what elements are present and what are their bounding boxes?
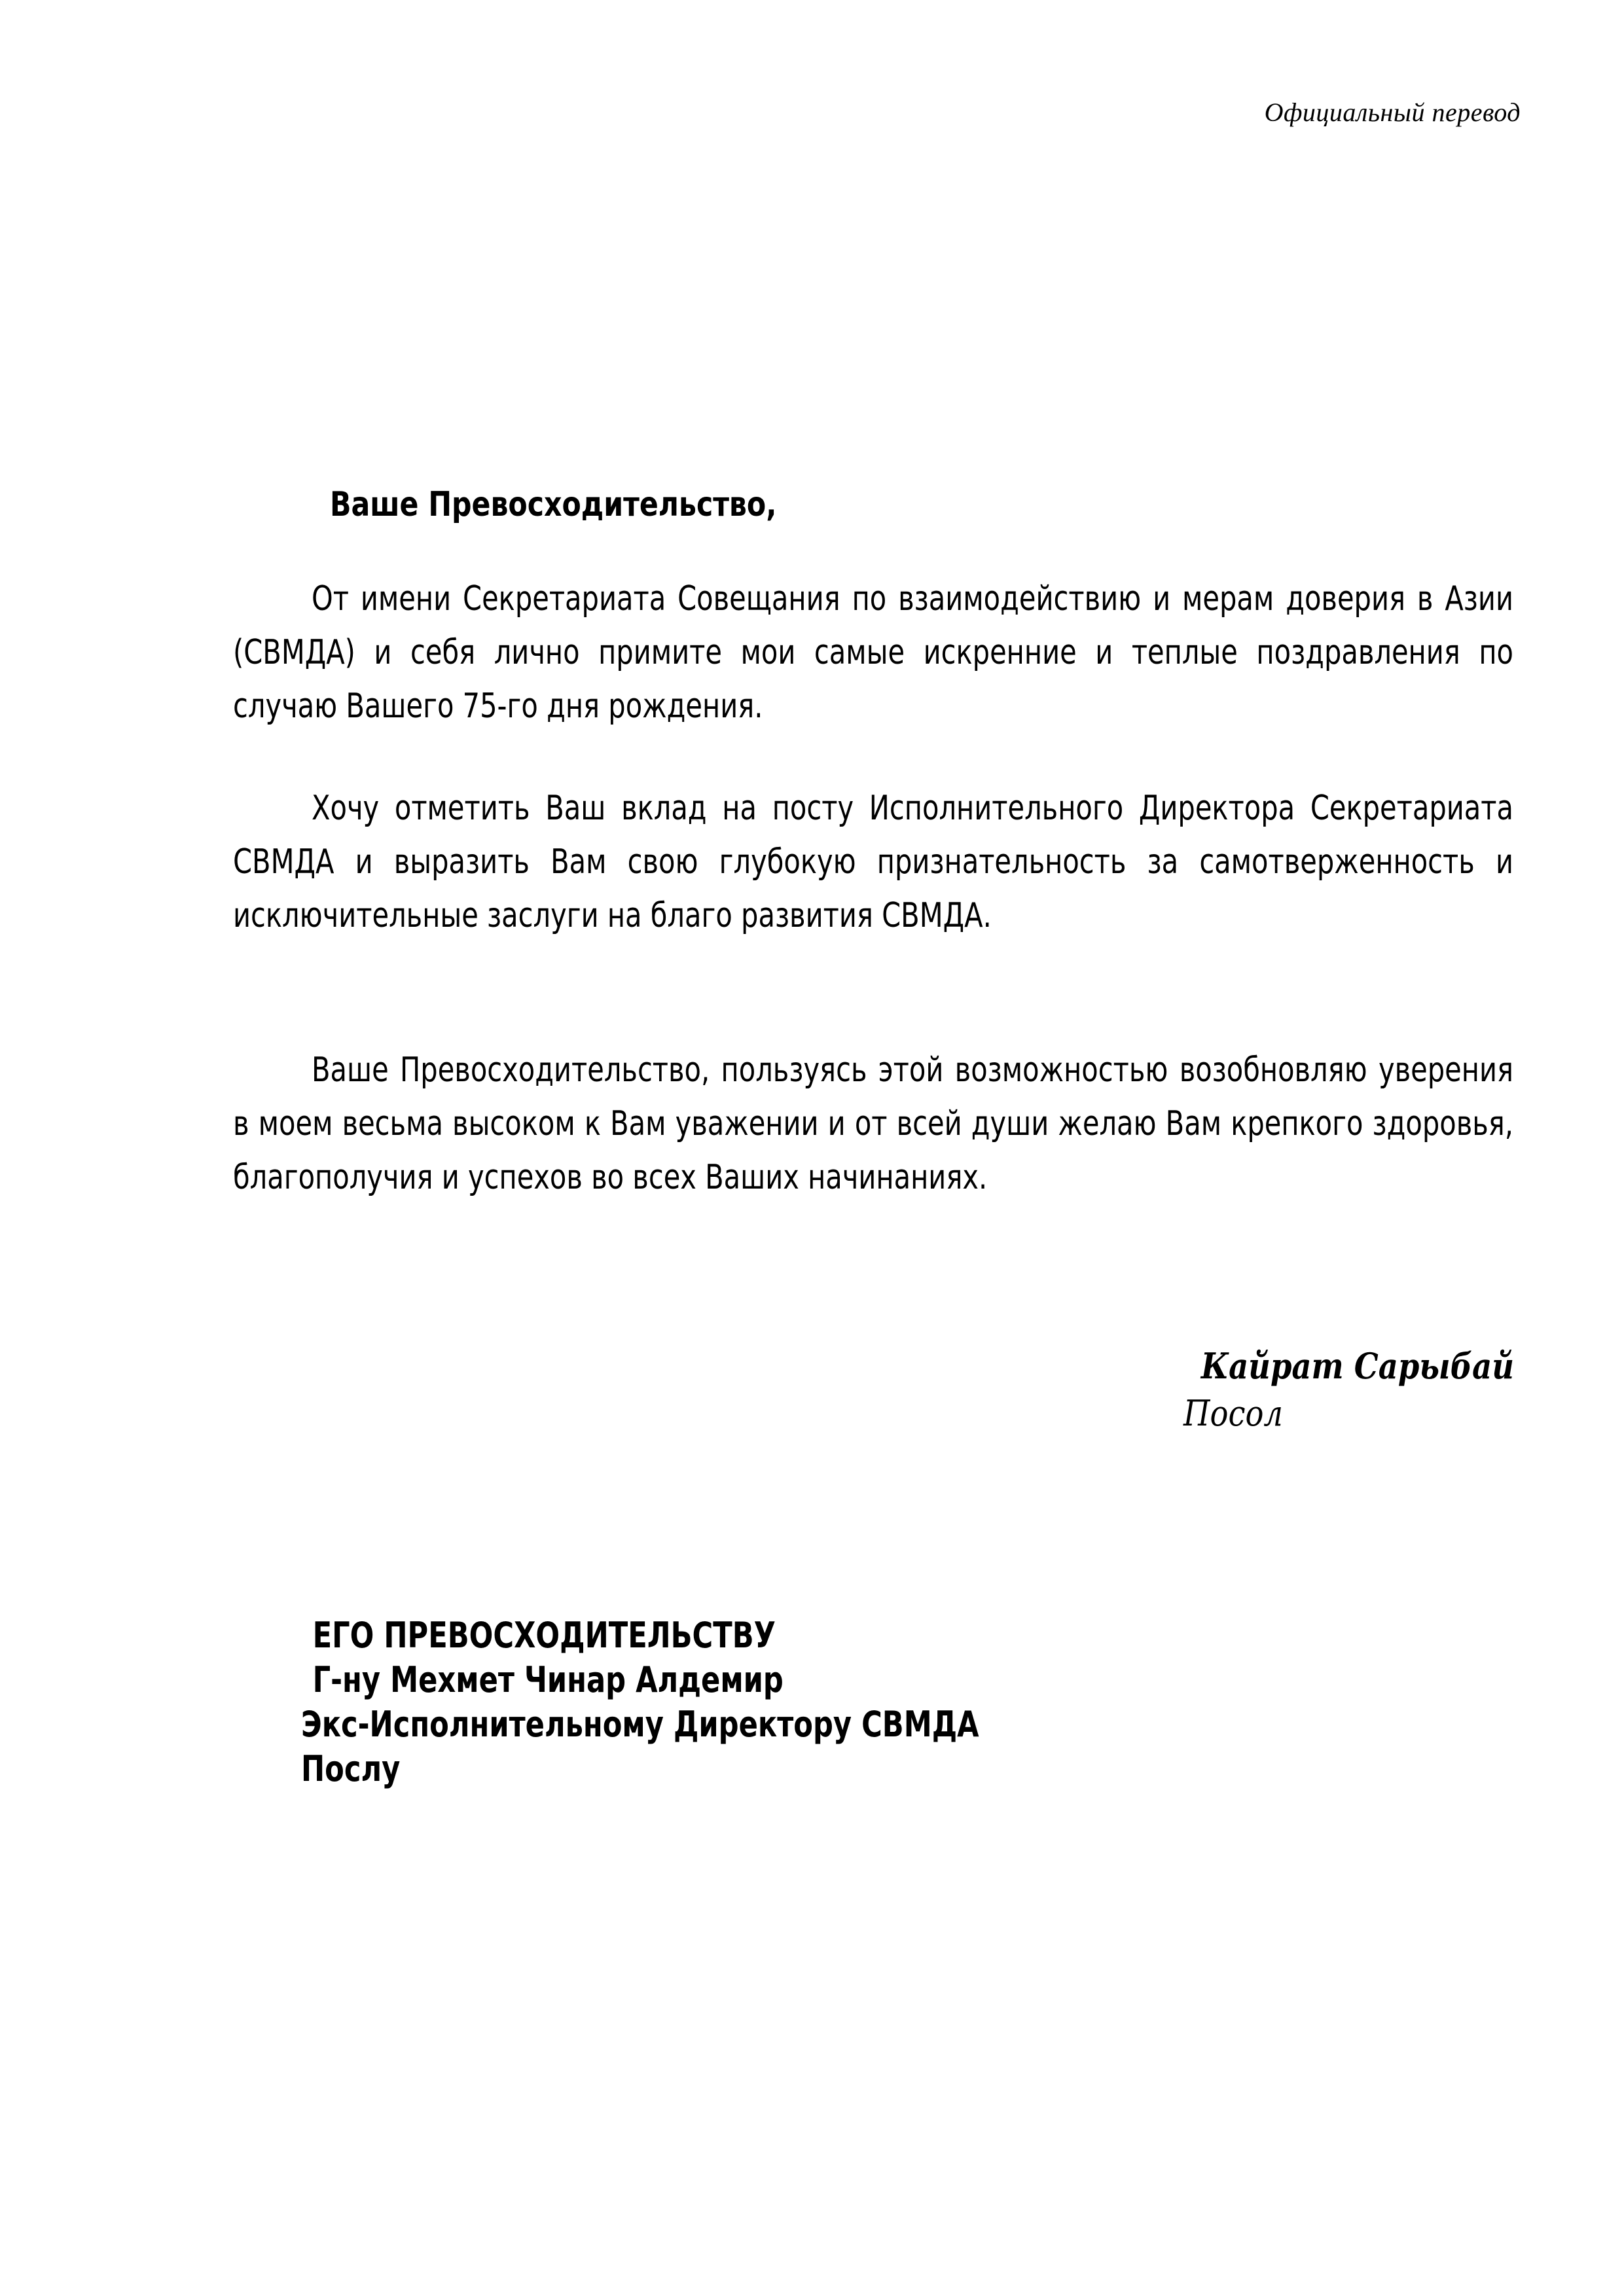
paragraph-closing xyxy=(233,1043,1513,1204)
paragraph-contribution xyxy=(233,781,1513,942)
addressee-position: Экс-Исполнительному Директору СВМДА xyxy=(301,1704,979,1745)
addressee-name: Г-ну Мехмет Чинар Алдемир xyxy=(312,1659,784,1700)
salutation: Ваше Превосходительство, xyxy=(330,485,777,524)
paragraph-text: Хочу отметить Ваш вклад на посту Исполнительного Директора Секретариата СВМДА и выразить Вам свою глубокую признательность за самотверженность и исключительные заслуги на благо развития СВМДА. xyxy=(233,789,1513,935)
addressee-rank: Послу xyxy=(301,1748,401,1789)
official-translation-note: Официальный перевод xyxy=(1264,98,1521,127)
paragraph-congratulations xyxy=(233,572,1513,733)
paragraph-text: От имени Секретариата Совещания по взаимодействию и мерам доверия в Азии (СВМДА) и себя лично примите мои самые искренние и теплые поздравления по случаю Вашего 75-го дня рождения. xyxy=(233,579,1513,726)
signature-title: Посол xyxy=(1183,1393,1284,1434)
paragraph-text: Ваше Превосходительство, пользуясь этой возможностью возобновляю уверения в моем весьма высоком к Вам уважении и от всей души желаю Вам крепкого здоровья, благополучия и успехов во всех Ваших начинаниях. xyxy=(233,1050,1513,1197)
signature-name: Кайрат Сарыбай xyxy=(1200,1345,1514,1387)
addressee-block xyxy=(301,1613,979,1791)
addressee-honorific: ЕГО ПРЕВОСХОДИТЕЛЬСТВУ xyxy=(312,1615,776,1656)
